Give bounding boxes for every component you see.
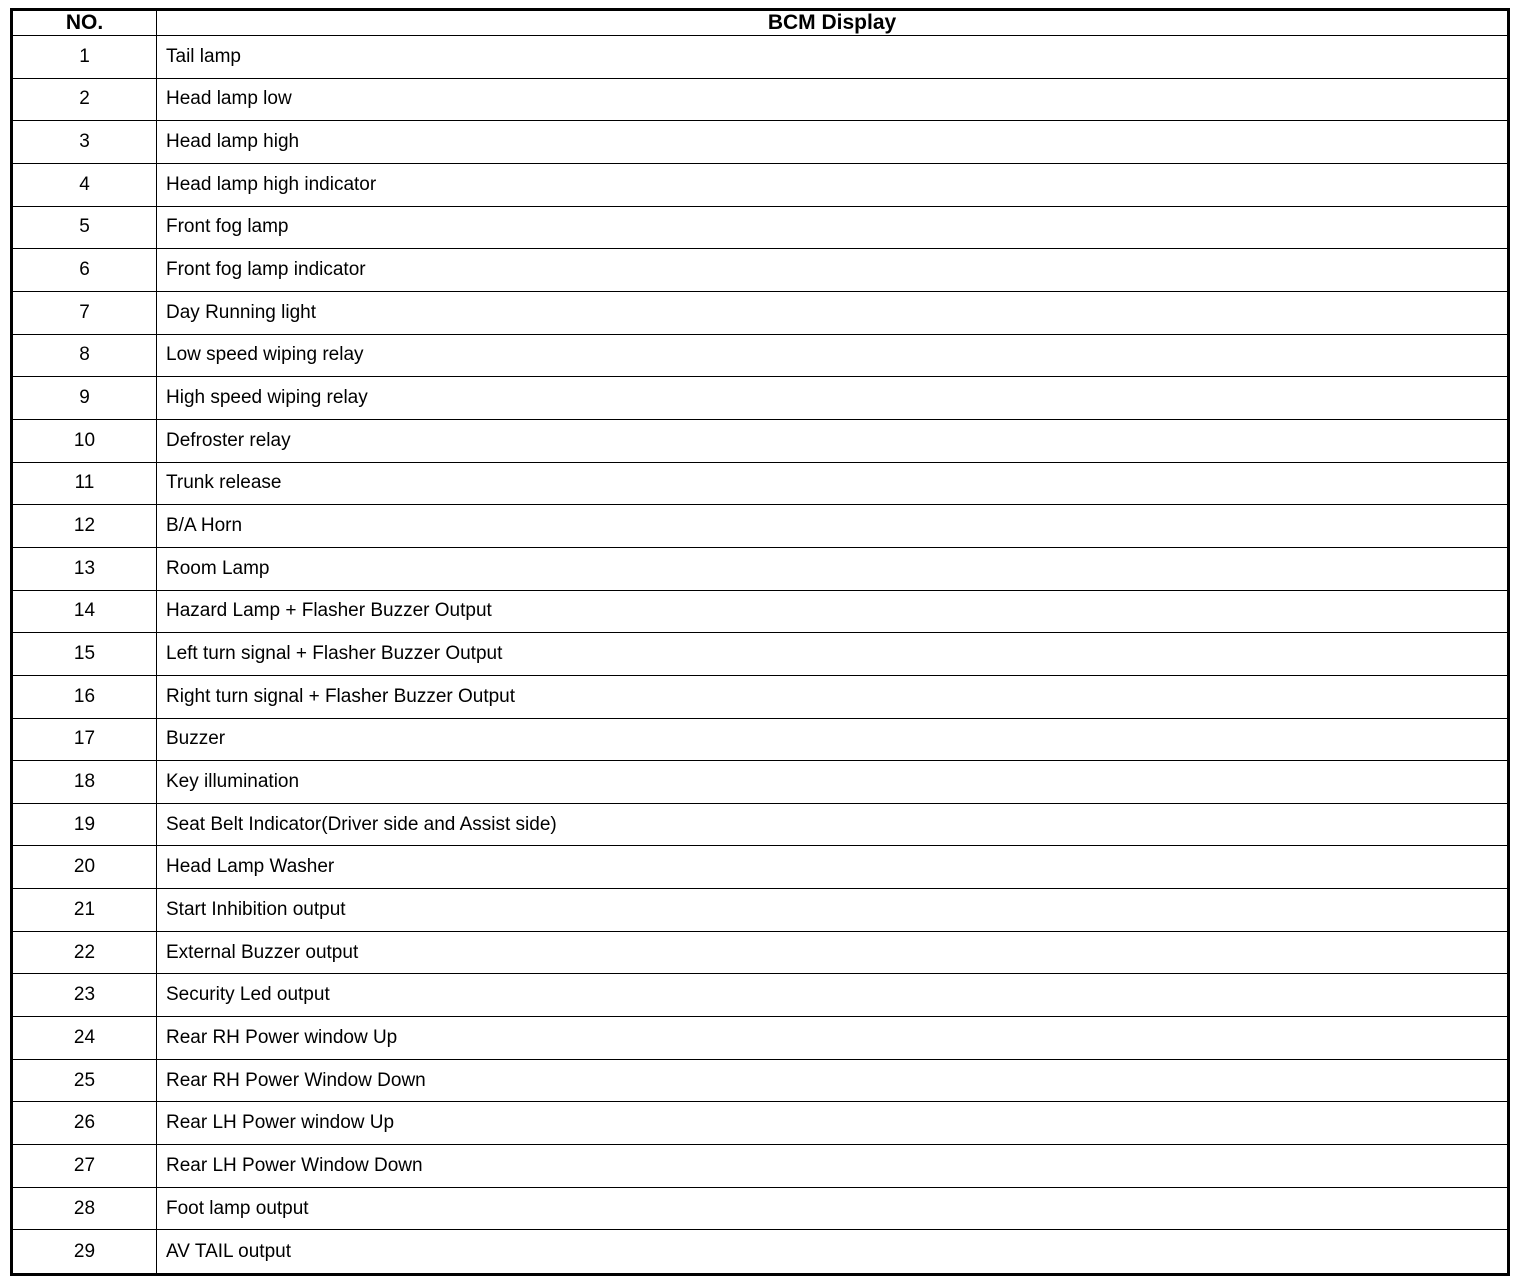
table-row xyxy=(12,505,1509,548)
row-label: Hazard Lamp + Flasher Buzzer Output xyxy=(157,590,1509,633)
row-number: 27 xyxy=(12,1145,157,1188)
row-number: 18 xyxy=(12,761,157,804)
row-label: AV TAIL output xyxy=(157,1230,1509,1275)
table-row xyxy=(12,249,1509,292)
table-row xyxy=(12,334,1509,377)
row-label: Left turn signal + Flasher Buzzer Output xyxy=(157,633,1509,676)
row-number: 3 xyxy=(12,121,157,164)
table-row xyxy=(12,121,1509,164)
row-number: 4 xyxy=(12,163,157,206)
row-number: 5 xyxy=(12,206,157,249)
row-label: Right turn signal + Flasher Buzzer Output xyxy=(157,675,1509,718)
table-row xyxy=(12,633,1509,676)
row-label: Rear RH Power window Up xyxy=(157,1017,1509,1060)
row-label: Tail lamp xyxy=(157,36,1509,79)
row-number: 22 xyxy=(12,931,157,974)
row-label: Buzzer xyxy=(157,718,1509,761)
table-row xyxy=(12,803,1509,846)
row-number: 1 xyxy=(12,36,157,79)
row-label: Head lamp high xyxy=(157,121,1509,164)
row-label: Day Running light xyxy=(157,291,1509,334)
row-label: External Buzzer output xyxy=(157,931,1509,974)
row-number: 2 xyxy=(12,78,157,121)
table-row xyxy=(12,1102,1509,1145)
table-row xyxy=(12,36,1509,79)
table-row xyxy=(12,590,1509,633)
row-label: Trunk release xyxy=(157,462,1509,505)
row-label: Front fog lamp xyxy=(157,206,1509,249)
row-number: 10 xyxy=(12,419,157,462)
table-row xyxy=(12,1017,1509,1060)
row-number: 6 xyxy=(12,249,157,292)
table-row xyxy=(12,377,1509,420)
row-label: Defroster relay xyxy=(157,419,1509,462)
table-row xyxy=(12,419,1509,462)
row-label: Head lamp high indicator xyxy=(157,163,1509,206)
row-label: Foot lamp output xyxy=(157,1187,1509,1230)
row-number: 24 xyxy=(12,1017,157,1060)
row-label: Start Inhibition output xyxy=(157,889,1509,932)
row-label: Head Lamp Washer xyxy=(157,846,1509,889)
table-row xyxy=(12,1145,1509,1188)
table-header-row xyxy=(12,10,1509,36)
table-row xyxy=(12,1187,1509,1230)
row-number: 21 xyxy=(12,889,157,932)
row-label: Key illumination xyxy=(157,761,1509,804)
table-row xyxy=(12,78,1509,121)
table-row xyxy=(12,675,1509,718)
table-body xyxy=(12,36,1509,1275)
row-label: Rear LH Power Window Down xyxy=(157,1145,1509,1188)
row-label: Rear LH Power window Up xyxy=(157,1102,1509,1145)
row-number: 19 xyxy=(12,803,157,846)
table-row xyxy=(12,974,1509,1017)
row-number: 16 xyxy=(12,675,157,718)
table-row xyxy=(12,889,1509,932)
table-row xyxy=(12,206,1509,249)
row-number: 17 xyxy=(12,718,157,761)
row-number: 12 xyxy=(12,505,157,548)
row-number: 26 xyxy=(12,1102,157,1145)
header-no: NO. xyxy=(12,10,157,36)
bcm-display-table xyxy=(10,8,1510,1276)
row-number: 14 xyxy=(12,590,157,633)
table-row xyxy=(12,547,1509,590)
row-label: Head lamp low xyxy=(157,78,1509,121)
row-label: Low speed wiping relay xyxy=(157,334,1509,377)
table-row xyxy=(12,718,1509,761)
row-number: 28 xyxy=(12,1187,157,1230)
row-number: 9 xyxy=(12,377,157,420)
row-label: Room Lamp xyxy=(157,547,1509,590)
row-label: Front fog lamp indicator xyxy=(157,249,1509,292)
row-number: 7 xyxy=(12,291,157,334)
row-number: 20 xyxy=(12,846,157,889)
row-label: B/A Horn xyxy=(157,505,1509,548)
table-row xyxy=(12,846,1509,889)
table-row xyxy=(12,291,1509,334)
row-label: High speed wiping relay xyxy=(157,377,1509,420)
row-number: 23 xyxy=(12,974,157,1017)
table-row xyxy=(12,163,1509,206)
row-number: 8 xyxy=(12,334,157,377)
row-number: 29 xyxy=(12,1230,157,1275)
row-number: 25 xyxy=(12,1059,157,1102)
row-label: Seat Belt Indicator(Driver side and Assist side) xyxy=(157,803,1509,846)
table-row xyxy=(12,462,1509,505)
row-number: 15 xyxy=(12,633,157,676)
row-number: 11 xyxy=(12,462,157,505)
table-row xyxy=(12,1230,1509,1275)
header-bcm-display: BCM Display xyxy=(157,10,1509,36)
row-number: 13 xyxy=(12,547,157,590)
row-label: Security Led output xyxy=(157,974,1509,1017)
table-row xyxy=(12,761,1509,804)
row-label: Rear RH Power Window Down xyxy=(157,1059,1509,1102)
table-row xyxy=(12,931,1509,974)
table-row xyxy=(12,1059,1509,1102)
